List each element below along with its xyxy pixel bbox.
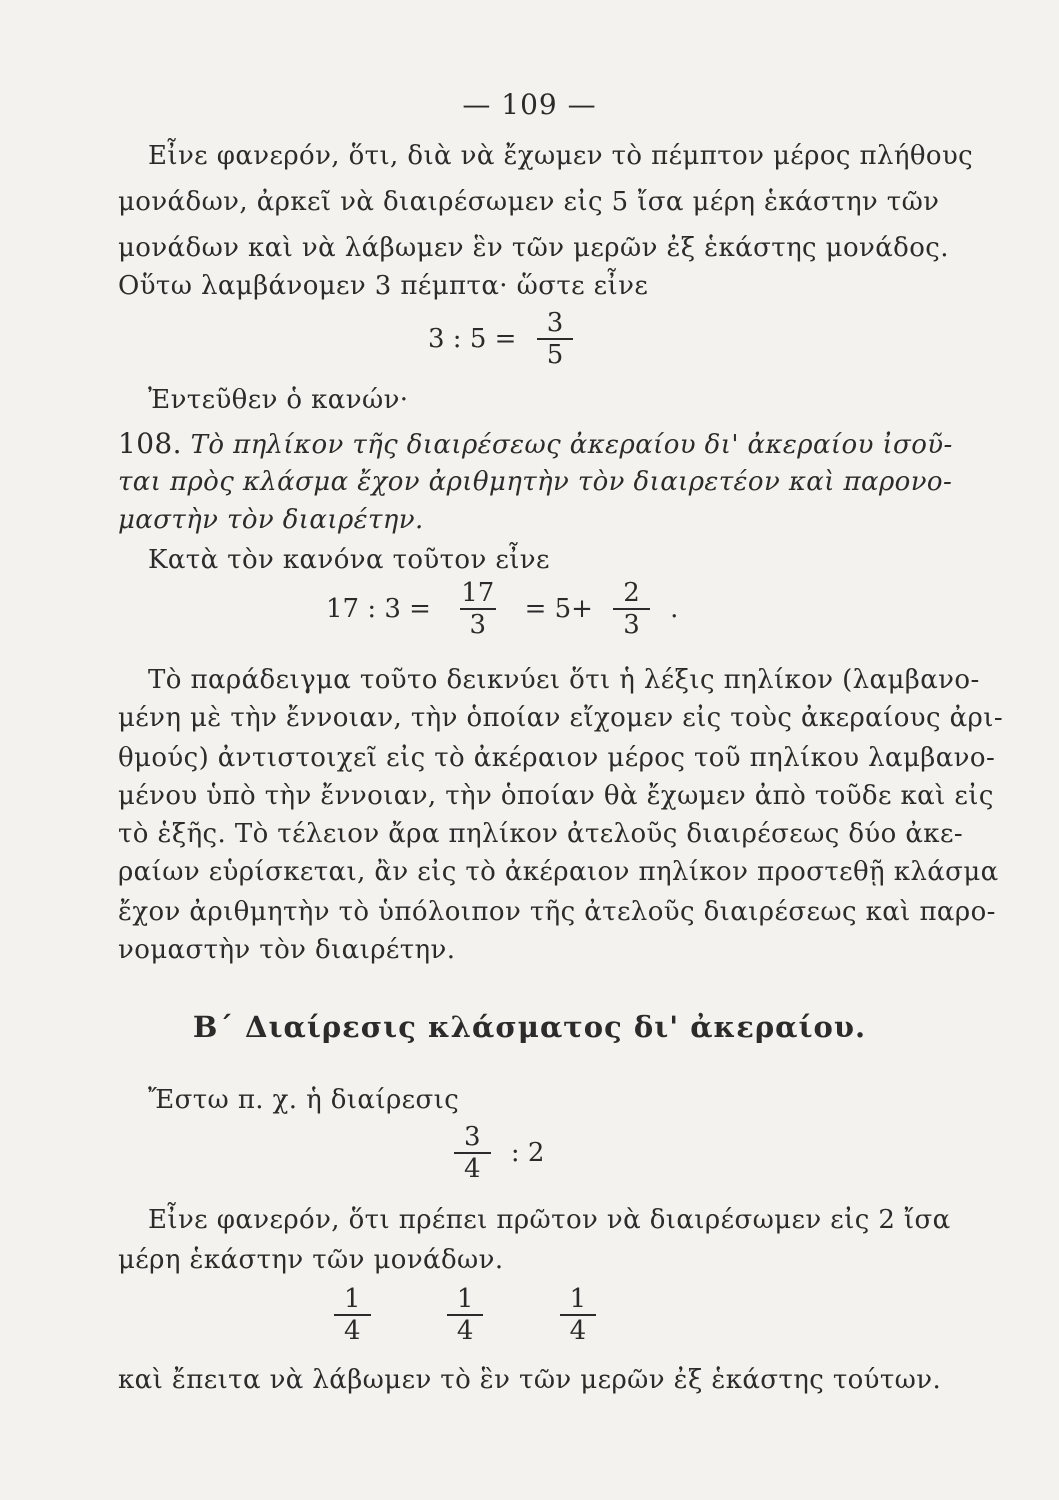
paragraph-3-line-1: Εἶνε φανερόν, ὅτι πρέπει πρῶτον νὰ διαιρέσωμεν εἰς 2 ἴσα [148,1205,951,1235]
equation-17-div-3 [320,578,684,640]
page-number: — 109 — [462,88,597,121]
section-heading: Β΄ Διαίρεσις κλάσματος δι' ἀκεραίου. [192,1010,867,1044]
fraction-numerator: 2 [623,578,640,608]
rule-line-1 [118,428,953,461]
fraction-numerator: 3 [546,308,564,338]
equation-left: 3 : 5 = [428,324,517,354]
paragraph-3-line-2: μέρη ἑκάστην τῶν μονάδων. [118,1245,504,1275]
rule-line-3: μαστὴν τὸν διαιρέτην. [118,505,424,535]
closing-line: καὶ ἔπειτα νὰ λάβωμεν τὸ ἓν τῶν μερῶν ἐξ ἑκάστης τούτων. [118,1365,942,1395]
example-2-intro: Ἔστω π. χ. ἡ διαίρεσις [148,1085,460,1115]
rule-text-1: Τὸ πηλίκον τῆς διαιρέσεως ἀκεραίου δι' ἀκεραίου ἰσοῦ- [190,430,953,460]
paragraph-2-line-7: ἔχον ἀριθμητὴν τὸ ὑπόλοιπον τῆς ἀτελοῦς διαιρέσεως καὶ παρο- [118,897,996,927]
paragraph-1-line-1: Εἶνε φανερόν, ὅτι, διὰ νὰ ἔχωμεν τὸ πέμπτον μέρος πλήθους [148,141,974,171]
rule-number: 108. [118,427,182,460]
equation-left: 17 : 3 = [326,594,431,624]
paragraph-2-line-4: μένου ὑπὸ τὴν ἔννοιαν, τὴν ὁποίαν θὰ ἔχωμεν ἀπὸ τοῦδε καὶ εἰς [118,781,994,811]
fraction-denominator: 4 [334,1314,371,1346]
fraction-denominator: 3 [613,608,650,640]
equation-middle: = 5+ [524,594,593,624]
fraction-1-4-b [447,1284,484,1346]
paragraph-1-line-4: Οὕτω λαμβάνομεν 3 πέμπτα· ὥστε εἶνε [118,271,649,301]
equation-3-4-div-2 [448,1122,550,1184]
fraction-numerator: 1 [569,1284,587,1314]
fraction-2-3 [613,578,650,640]
paragraph-2-line-2: μένη μὲ τὴν ἔννοιαν, τὴν ὁποίαν εἴχομεν εἰς τοὺς ἀκεραίους ἀρι- [118,703,1004,733]
paragraph-2-line-6: ραίων εὑρίσκεται, ἂν εἰς τὸ ἀκέραιον πηλίκον προστεθῇ κλάσμα [118,857,999,887]
equation-right: : 2 [510,1138,545,1168]
paragraph-2-line-8: νομαστὴν τὸν διαιρέτην. [118,935,456,965]
paragraph-1-line-2: μονάδων, ἀρκεῖ νὰ διαιρέσωμεν εἰς 5 ἴσα μέρη ἑκάστην τῶν [118,187,940,217]
fraction-numerator: 1 [344,1284,361,1314]
fractions-row [328,1284,602,1346]
paragraph-2-line-5: τὸ ἑξῆς. Τὸ τέλειον ἄρα πηλίκον ἀτελοῦς διαιρέσεως δύο ἀκε- [118,819,964,849]
rule-intro: Ἐντεῦθεν ὁ κανών· [148,385,409,415]
fraction-denominator: 3 [460,608,497,640]
paragraph-2-line-3: θμούς) ἀντιστοιχεῖ εἰς τὸ ἀκέραιον μέρος τοῦ πηλίκου λαμβανο- [118,743,996,773]
fraction-numerator: 1 [456,1284,474,1314]
example-intro: Κατὰ τὸν κανόνα τοῦτον εἶνε [148,545,550,575]
paragraph-2-line-1: Τὸ παράδειγμα τοῦτο δεικνύει ὅτι ἡ λέξις πηλίκον (λαμβανο- [148,665,980,695]
equation-end: . [670,594,679,624]
fraction-3-4 [454,1122,491,1184]
fraction-denominator: 4 [560,1314,597,1346]
fraction-1-4-a [334,1284,371,1346]
fraction-numerator: 3 [464,1122,481,1152]
fraction-numerator: 17 [461,578,495,608]
fraction-denominator: 4 [447,1314,484,1346]
equation-3-div-5 [422,308,579,370]
fraction-1-4-c [560,1284,597,1346]
fraction-17-3 [451,578,504,640]
rule-line-2: ται πρὸς κλάσμα ἔχον ἀριθμητὴν τὸν διαιρετέον καὶ παρονο- [118,467,953,497]
paragraph-1-line-3: μονάδων καὶ νὰ λάβωμεν ἓν τῶν μερῶν ἐξ ἑκάστης μονάδος. [118,233,949,263]
fraction-3-5 [537,308,574,370]
fraction-denominator: 5 [537,338,574,370]
fraction-denominator: 4 [454,1152,491,1184]
